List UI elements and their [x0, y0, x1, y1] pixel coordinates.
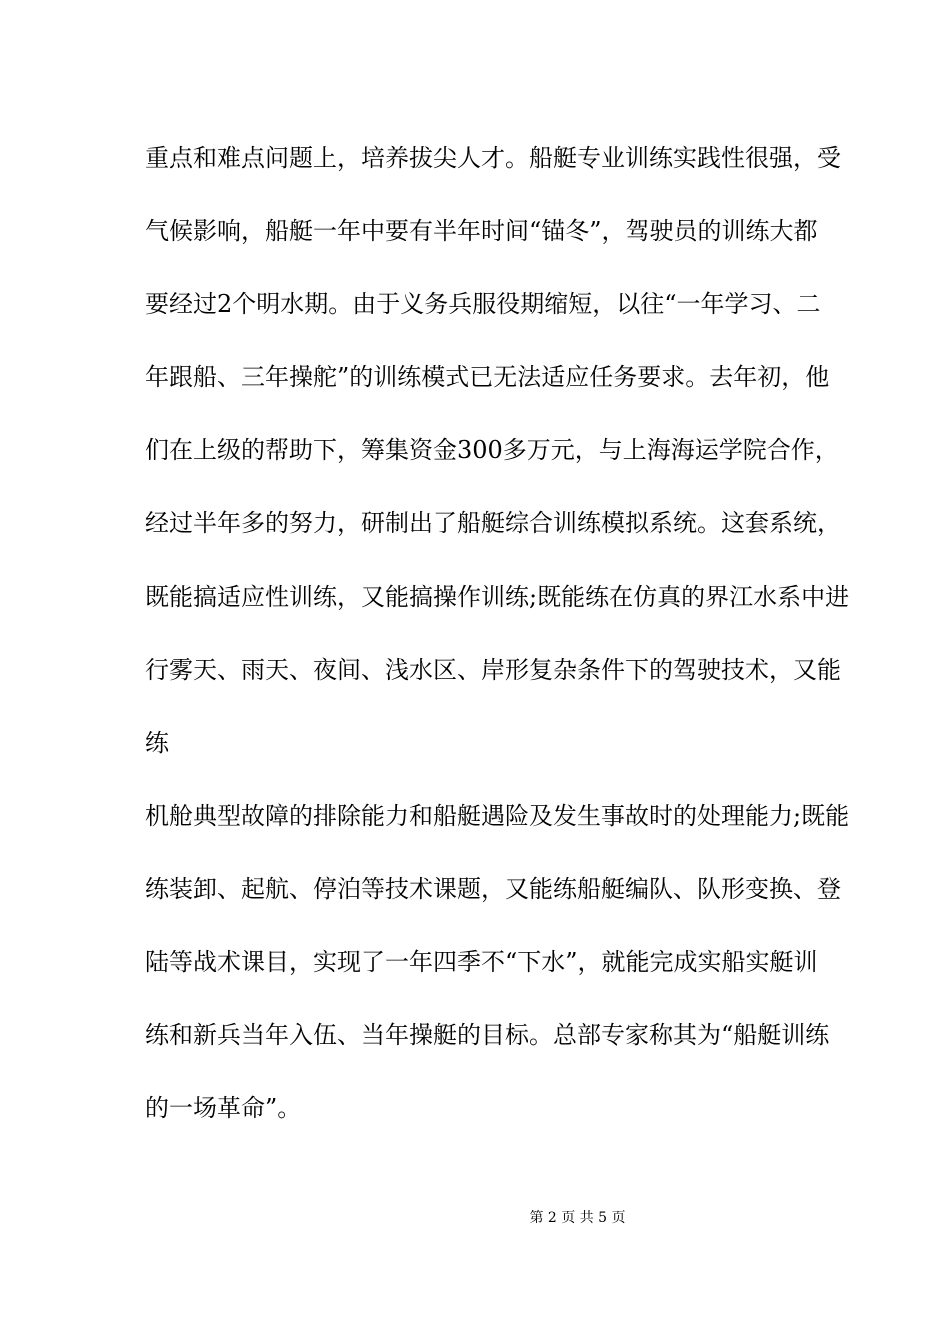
- paragraph-line-1: 重点和难点问题上，培养拔尖人才。船艇专业训练实践性很强，受: [145, 144, 841, 172]
- page-number-footer: 第 2 页 共 5 页: [529, 1210, 626, 1226]
- paragraph-line-5: 们在上级的帮助下，筹集资金300多万元，与上海海运学院合作，: [145, 436, 839, 464]
- paragraph-line-9: 练: [145, 729, 169, 757]
- paragraph-line-14: 的一场革命”。: [145, 1094, 302, 1122]
- paragraph-line-3: 要经过2个明水期。由于义务兵服役期缩短，以往“一年学习、二: [145, 290, 821, 318]
- paragraph-line-8: 行雾天、雨天、夜间、浅水区、岸形复杂条件下的驾驶技术，又能: [145, 656, 841, 684]
- paragraph-line-7: 既能搞适应性训练，又能搞操作训练;既能练在仿真的界江水系中进: [145, 583, 850, 611]
- paragraph-line-12: 陆等战术课目，实现了一年四季不“下水”，就能完成实船实艇训: [145, 948, 818, 976]
- paragraph-line-6: 经过半年多的努力，研制出了船艇综合训练模拟系统。这套系统，: [145, 509, 841, 537]
- paragraph-line-10: 机舱典型故障的排除能力和船艇遇险及发生事故时的处理能力;既能: [145, 802, 850, 830]
- paragraph-line-11: 练装卸、起航、停泊等技术课题，又能练船艇编队、队形变换、登: [145, 875, 841, 903]
- paragraph-line-4: 年跟船、三年操舵”的训练模式已无法适应任务要求。去年初，他: [145, 363, 830, 391]
- paragraph-line-2: 气候影响，船艇一年中要有半年时间“锚冬”，驾驶员的训练大都: [145, 217, 818, 245]
- paragraph-line-13: 练和新兵当年入伍、当年操艇的目标。总部专家称其为“船艇训练: [145, 1021, 830, 1049]
